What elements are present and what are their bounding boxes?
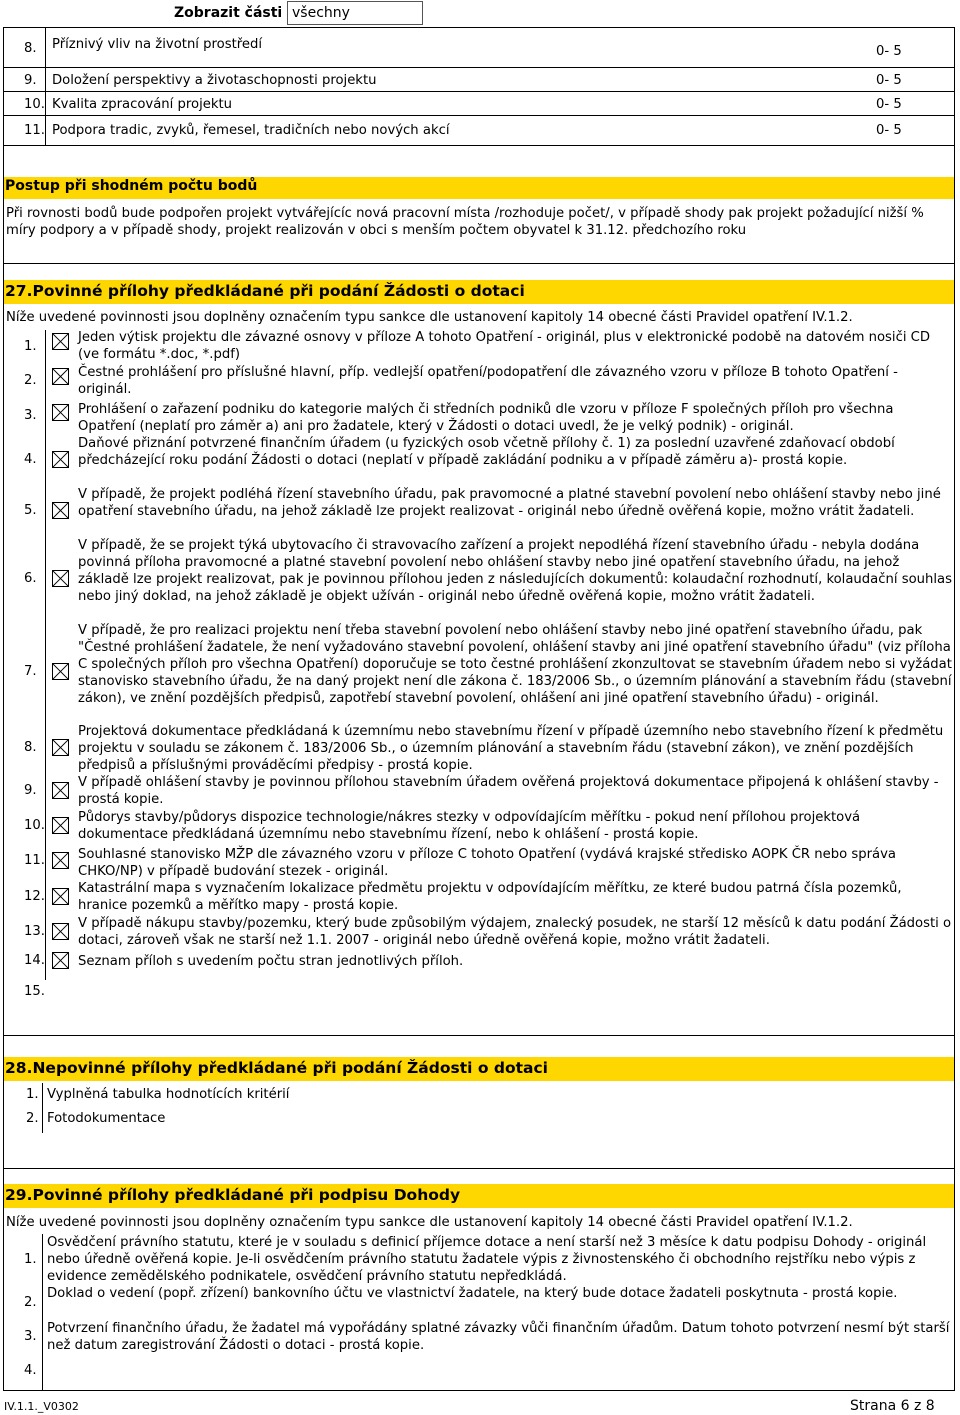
attachment-number: 15.	[24, 984, 45, 999]
criterion-score: 0- 5	[876, 123, 902, 138]
attachment-checkbox[interactable]	[52, 782, 69, 799]
section-29-heading: 29.Povinné přílohy předkládané při podpisu Dohody	[5, 1186, 461, 1204]
attachment-text: V případě, že se projekt týká ubytovacího či stravovacího zařízení a projekt nepodléhá řízení stavebního úřadu - nebyla dodána povinná příloha pravomocné a platné stavební povolení nebo ohlášení stavby nebo jiné opatření stavebního úřadu, na jehož základě lze projekt realizovat, pak je povinnou přílohou jeden z následujících dokumentů: kolaudační rozhodnutí, kolaudační souhlas nebo jiný doklad, na jehož základě je objekt užíván - originál nebo úředně ověřená kopie, možno vrátit žadateli.	[78, 538, 952, 604]
attachment-checkbox[interactable]	[52, 952, 69, 969]
attachment-number: 8.	[24, 740, 37, 755]
criterion-label: Kvalita zpracování projektu	[52, 97, 233, 112]
attachment-number: 1.	[24, 339, 37, 354]
criterion-label: Podpora tradic, zvyků, řemesel, tradičních nebo nových akcí	[52, 123, 450, 138]
attachment-checkbox[interactable]	[52, 368, 69, 385]
criterion-number: 10.	[24, 97, 45, 112]
agreement-attachment-text: Potvrzení finančního úřadu, že žadatel má vypořádány splatné závazky vůči finančním úřadům. Datum tohoto potvrzení nesmí být starší než datum zaregistrování Žádosti o dotaci - prostá kopie.	[47, 1321, 950, 1353]
criterion-score: 0- 5	[876, 44, 902, 59]
attachment-number: 2.	[24, 373, 37, 388]
attachment-text: Čestné prohlášení pro příslušné hlavní, příp. vedlejší opatření/podopatření dle závazného vzoru v příloze B tohoto Opatření - originál.	[78, 365, 898, 397]
attachment-text: Katastrální mapa s vyznačením lokalizace předmětu projektu v odpovídajícím měřítku, ze které budou patrná čísla pozemků, hranice pozemků a měřítko mapy - prostá kopie.	[78, 881, 902, 913]
tie-text: Při rovnosti bodů bude podpořen projekt vytvářejícíc nová pracovní místa /rozhoduje počet/, v případě shody pak projekt požadující nižší % míry podpory a v případě shody, projekt realizován v obci s menším počtem obyvatel k 31.12. předchozího roku	[6, 206, 924, 238]
attachment-text: Projektová dokumentace předkládaná k územnímu nebo stavebnímu řízení v případě územního nebo stavebního řízení k předmětu projektu v souladu se zákonem č. 183/2006 Sb., o územním plánování a stavebním řádu (stavební zákon), ve znění pozdějších předpisů a příslušnými prováděcími předpisy - prostá kopie.	[78, 724, 944, 773]
page-number: Strana 6 z 8	[850, 1398, 935, 1414]
attachment-text: Souhlasné stanovisko MŽP dle závazného vzoru v příloze C tohoto Opatření (vydává krajské středisko AOPK ČR nebo správa CHKO/NP) v případě budování stezek - originál.	[78, 847, 896, 879]
attachment-checkbox[interactable]	[52, 923, 69, 940]
agreement-attachment-text: Doklad o vedení (popř. zřízení) bankovního účtu ve vlastnictví žadatele, na který bude dotace žadateli poskytnuta - prostá kopie.	[47, 1286, 898, 1301]
attachment-number: 12.	[24, 889, 45, 904]
attachment-text: V případě, že pro realizaci projektu není třeba stavební povolení nebo ohlášení stavby nebo jiné opatření stavebního úřadu, pak "Čestné prohlášení žadatele, že není vyžadováno stavební povolení, ohlášení stavby ani jiné opatření stavebního úřadu" (viz příloha C společných příloh pro všechna Opatření) doporučuje se toto čestné prohlášení zkonzultovat se stavebním úřadem nebo si vyžádat stanovisko stavebního úřadu, že na daný projekt není dle zákona č. 183/2006 Sb., o územním plánování a stavebním řádu (stavební zákon), ve znění pozdějších předpisů, zapotřebí stavební povolení, ohlášení ani jiné opatření stavebního úřadu) - originál.	[78, 623, 952, 706]
criterion-number: 9.	[24, 73, 37, 88]
document-code: IV.1.1._V0302	[4, 1400, 79, 1413]
attachment-number: 5.	[24, 503, 37, 518]
criterion-score: 0- 5	[876, 97, 902, 112]
attachment-text: Prohlášení o zařazení podniku do kategorie malých či středních podniků dle vzoru v příloze F společných příloh pro všechna Opatření (neplatí pro záměr a) ani pro žadatele, který v Žádosti o dotaci uvedl, že je velký podnik) - originál.	[78, 402, 894, 434]
section-27-heading-bar	[4, 280, 954, 304]
criterion-score: 0- 5	[876, 73, 902, 88]
attachment-number: 9.	[24, 783, 37, 798]
agreement-attachment-number: 2.	[24, 1295, 37, 1310]
attachment-number: 3.	[24, 408, 37, 423]
attachment-text: Půdorys stavby/půdorys dispozice technologie/nákres stezky v odpovídajícím měřítku - pokud není přílohou projektová dokumentace předkládaná územnímu nebo stavebnímu řízení, nebo k ohlášení - prostá kopie.	[78, 810, 861, 842]
agreement-attachment-text: Osvědčení právního statutu, které je v souladu s definicí příjemce dotace a není starší než 3 měsíce k datu podpisu Dohody - originál nebo úředně ověřená kopie. Je-li osvědčením právního statutu žadatele výpis z živnostenského či obchodního rejstříku nebo výpis z evidence zemědělského podnikatele, osvědčení právního statutu nepředkládá.	[47, 1235, 927, 1284]
criterion-number: 11.	[24, 123, 45, 138]
tie-heading: Postup při shodném počtu bodů	[5, 178, 258, 194]
attachment-checkbox[interactable]	[52, 570, 69, 587]
tie-section	[3, 145, 955, 263]
attachment-text: V případě nákupu stavby/pozemku, který bude způsobilým výdajem, znalecký posudek, ne starší 12 měsíců k datu podání Žádosti o dotaci, zároveň však ne starší než 1.1. 2007 - originál nebo úředně ověřená kopie, možno vrátit žadateli.	[78, 916, 952, 948]
attachment-text: V případě, že projekt podléhá řízení stavebního úřadu, pak pravomocné a platné stavební povolení nebo ohlášení stavby nebo jiné opatření stavebního úřadu, na jehož základě lze projekt realizovat - originál nebo úředně ověřená kopie, možno vrátit žadateli.	[78, 487, 941, 519]
attachment-checkbox[interactable]	[52, 451, 69, 468]
agreement-attachment-number: 3.	[24, 1329, 37, 1344]
criterion-label: Příznivý vliv na životní prostředí	[52, 37, 263, 52]
attachment-text: Seznam příloh s uvedením počtu stran jednotlivých příloh.	[78, 954, 464, 969]
optional-attachment-text: Vyplněná tabulka hodnotících kritérií	[47, 1087, 290, 1102]
agreement-attachment-number: 1.	[24, 1252, 37, 1267]
attachment-checkbox[interactable]	[52, 502, 69, 519]
attachment-number: 6.	[24, 571, 37, 586]
criterion-label: Doložení perspektivy a životaschopnosti projektu	[52, 73, 377, 88]
attachment-checkbox[interactable]	[52, 404, 69, 421]
attachment-checkbox[interactable]	[52, 739, 69, 756]
agreement-attachment-number: 4.	[24, 1363, 37, 1378]
section-28-heading: 28.Nepovinné přílohy předkládané při podání Žádosti o dotaci	[5, 1059, 548, 1077]
attachment-number: 7.	[24, 664, 37, 679]
attachment-checkbox[interactable]	[52, 663, 69, 680]
tie-heading-bar	[4, 177, 954, 199]
optional-attachment-number: 1.	[26, 1087, 39, 1102]
attachment-checkbox[interactable]	[52, 817, 69, 834]
attachment-number: 10.	[24, 818, 45, 833]
attachment-text: Daňové přiznání potvrzené finančním úřadem (u fyzických osob včetně přílohy č. 1) za poslední uzavřené zdaňovací období předcházející roku podání Žádosti o dotaci (neplatí v případě zakládání podniku a v případě záměru a)- prostá kopie.	[78, 436, 895, 468]
optional-attachment-number: 2.	[26, 1111, 39, 1126]
section-28-heading-bar	[4, 1057, 954, 1081]
criterion-number: 8.	[24, 41, 37, 56]
attachment-checkbox[interactable]	[52, 888, 69, 905]
optional-attachment-text: Fotodokumentace	[47, 1111, 166, 1126]
attachment-number: 4.	[24, 452, 37, 467]
attachment-number: 11.	[24, 853, 45, 868]
attachment-number: 14.	[24, 953, 45, 968]
attachment-checkbox[interactable]	[52, 852, 69, 869]
attachment-text: V případě ohlášení stavby je povinnou přílohou stavebním úřadem ověřená projektová dokumentace připojená k ohlášení stavby - prostá kopie.	[78, 775, 939, 807]
section-27-heading: 27.Povinné přílohy předkládané při podání Žádosti o dotaci	[5, 282, 525, 300]
attachment-text: Jeden výtisk projektu dle závazné osnovy v příloze A tohoto Opatření - originál, plus v elektronické podobě na datovém nosiči CD (ve formátu *.doc, *.pdf)	[78, 330, 931, 362]
attachment-number: 13.	[24, 924, 45, 939]
section-29-intro: Níže uvedené povinnosti jsou doplněny označením typu sankce dle ustanovení kapitoly 14 obecné části Pravidel opatření IV.1.2.	[6, 1215, 853, 1230]
show-parts-select[interactable]: všechny	[287, 1, 423, 25]
attachment-checkbox[interactable]	[52, 333, 69, 350]
section-29-heading-bar	[4, 1184, 954, 1208]
section-27-intro: Níže uvedené povinnosti jsou doplněny označením typu sankce dle ustanovení kapitoly 14 obecné části Pravidel opatření IV.1.2.	[6, 310, 853, 325]
show-parts-label: Zobrazit části	[174, 5, 283, 21]
